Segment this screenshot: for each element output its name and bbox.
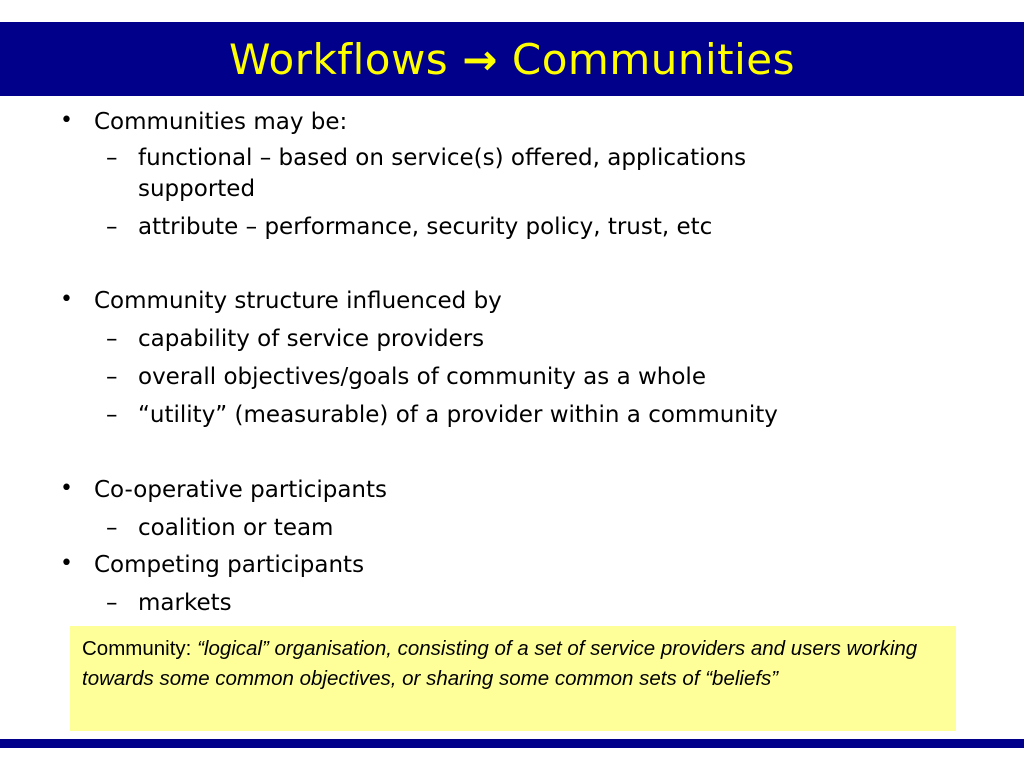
- title-left: Workflows: [228, 34, 449, 84]
- sub-bullet-functional: functional – based on service(s) offered, applications: [138, 145, 747, 171]
- bullet-community-structure: Community structure influenced by: [94, 288, 502, 314]
- bullet-cooperative: Co-operative participants: [94, 477, 388, 503]
- sub-bullet-objectives: overall objectives/goals of community as a whole: [138, 364, 706, 390]
- bullet-dot-icon: •: [60, 108, 73, 133]
- dash-icon: –: [106, 590, 118, 616]
- bullet-communities-may-be: Communities may be:: [94, 109, 348, 135]
- bottom-bar: [0, 739, 1024, 748]
- bullet-dot-icon: •: [60, 551, 73, 576]
- dash-icon: –: [106, 145, 118, 171]
- bullet-competing: Competing participants: [94, 552, 365, 578]
- sub-bullet-markets: markets: [138, 590, 232, 616]
- dash-icon: –: [106, 214, 118, 240]
- title-right: Communities: [511, 34, 796, 84]
- bullet-dot-icon: •: [60, 476, 73, 501]
- sub-bullet-capability: capability of service providers: [138, 326, 485, 352]
- dash-icon: –: [106, 364, 118, 390]
- definition-text: “logical” organisation, consisting of a set of service providers and users working towards some common objectives, or sharing some common sets of “beliefs”: [82, 637, 918, 690]
- dash-icon: –: [106, 515, 118, 541]
- dash-icon: –: [106, 402, 118, 428]
- sub-bullet-utility: “utility” (measurable) of a provider within a community: [138, 402, 778, 428]
- sub-bullet-coalition: coalition or team: [138, 515, 334, 541]
- definition-box: [70, 626, 956, 731]
- definition-label: Community:: [82, 637, 198, 660]
- dash-icon: –: [106, 326, 118, 352]
- sub-bullet-attribute: attribute – performance, security policy, trust, etc: [138, 214, 713, 240]
- right-arrow-icon: →: [462, 34, 498, 84]
- bullet-dot-icon: •: [60, 287, 73, 312]
- sub-bullet-functional-cont: supported: [138, 176, 256, 202]
